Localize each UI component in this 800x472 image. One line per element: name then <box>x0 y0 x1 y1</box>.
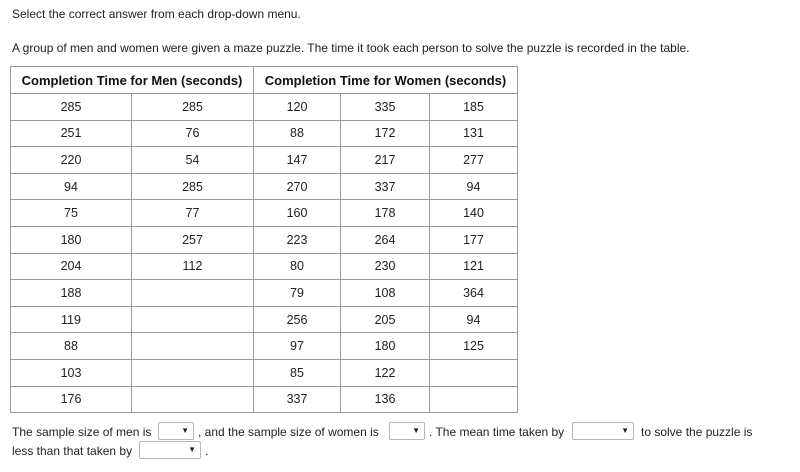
men-time-cell: 54 <box>132 147 254 174</box>
question-text-1: The sample size of men is <box>12 425 152 439</box>
men-time-cell <box>132 359 254 386</box>
men-time-cell: 119 <box>11 306 132 333</box>
question-text-5: less than that taken by <box>12 444 133 458</box>
table-row <box>11 200 518 227</box>
caret-down-icon: ▼ <box>188 445 196 454</box>
men-time-cell: 285 <box>132 173 254 200</box>
women-time-cell: 85 <box>254 359 341 386</box>
men-time-cell <box>132 280 254 307</box>
men-time-cell: 285 <box>132 94 254 121</box>
women-time-cell: 79 <box>254 280 341 307</box>
women-time-cell: 147 <box>254 147 341 174</box>
men-time-cell: 88 <box>11 333 132 360</box>
header-men: Completion Time for Men (seconds) <box>11 67 254 94</box>
women-sample-size-dropdown[interactable] <box>389 422 425 440</box>
women-time-cell: 131 <box>430 120 518 147</box>
comparison-difference-dropdown[interactable] <box>139 441 201 459</box>
men-time-cell: 76 <box>132 120 254 147</box>
men-time-cell: 180 <box>11 226 132 253</box>
men-time-cell: 94 <box>11 173 132 200</box>
men-time-cell: 285 <box>11 94 132 121</box>
men-time-cell <box>132 306 254 333</box>
women-time-cell: 108 <box>341 280 430 307</box>
table-row <box>11 306 518 333</box>
men-time-cell: 75 <box>11 200 132 227</box>
women-time-cell: 122 <box>341 359 430 386</box>
women-time-cell <box>430 359 518 386</box>
men-time-cell: 112 <box>132 253 254 280</box>
women-time-cell: 94 <box>430 173 518 200</box>
women-time-cell: 160 <box>254 200 341 227</box>
men-time-cell: 176 <box>11 386 132 413</box>
women-time-cell: 230 <box>341 253 430 280</box>
women-time-cell: 335 <box>341 94 430 121</box>
caret-down-icon: ▼ <box>412 426 420 435</box>
men-time-cell: 251 <box>11 120 132 147</box>
instruction-text: Select the correct answer from each drop-down menu. <box>12 7 301 21</box>
men-time-cell: 77 <box>132 200 254 227</box>
table-row <box>11 147 518 174</box>
women-time-cell: 364 <box>430 280 518 307</box>
table-row <box>11 253 518 280</box>
women-time-cell: 205 <box>341 306 430 333</box>
question-text-3: . The mean time taken by <box>429 425 565 439</box>
women-time-cell: 97 <box>254 333 341 360</box>
men-time-cell: 220 <box>11 147 132 174</box>
women-time-cell: 264 <box>341 226 430 253</box>
women-time-cell <box>430 386 518 413</box>
question-text-4: to solve the puzzle is <box>641 425 753 439</box>
women-time-cell: 140 <box>430 200 518 227</box>
women-time-cell: 178 <box>341 200 430 227</box>
men-time-cell: 257 <box>132 226 254 253</box>
question-text-6: . <box>205 444 209 458</box>
women-time-cell: 223 <box>254 226 341 253</box>
men-time-cell <box>132 386 254 413</box>
women-time-cell: 337 <box>254 386 341 413</box>
women-time-cell: 125 <box>430 333 518 360</box>
table-row <box>11 94 518 121</box>
women-time-cell: 177 <box>430 226 518 253</box>
women-time-cell: 80 <box>254 253 341 280</box>
problem-description: A group of men and women were given a maze puzzle. The time it took each person to solve the puzzle is recorded in the table. <box>12 41 690 55</box>
women-time-cell: 180 <box>341 333 430 360</box>
men-sample-size-dropdown[interactable] <box>158 422 194 440</box>
women-time-cell: 88 <box>254 120 341 147</box>
men-time-cell: 103 <box>11 359 132 386</box>
women-time-cell: 120 <box>254 94 341 121</box>
mean-group-dropdown[interactable] <box>572 422 634 440</box>
table-row <box>11 173 518 200</box>
men-time-cell: 188 <box>11 280 132 307</box>
table-row <box>11 120 518 147</box>
women-time-cell: 185 <box>430 94 518 121</box>
men-time-cell: 204 <box>11 253 132 280</box>
women-time-cell: 217 <box>341 147 430 174</box>
table-row <box>11 386 518 413</box>
header-women: Completion Time for Women (seconds) <box>254 67 518 94</box>
table-row <box>11 359 518 386</box>
table-header-row <box>11 67 518 94</box>
completion-time-table <box>10 66 518 413</box>
table-row <box>11 333 518 360</box>
question-text-2: , and the sample size of women is <box>198 425 379 439</box>
women-time-cell: 277 <box>430 147 518 174</box>
women-time-cell: 136 <box>341 386 430 413</box>
table-row <box>11 280 518 307</box>
women-time-cell: 172 <box>341 120 430 147</box>
women-time-cell: 94 <box>430 306 518 333</box>
women-time-cell: 337 <box>341 173 430 200</box>
men-time-cell <box>132 333 254 360</box>
caret-down-icon: ▼ <box>621 426 629 435</box>
women-time-cell: 256 <box>254 306 341 333</box>
women-time-cell: 121 <box>430 253 518 280</box>
table-row <box>11 226 518 253</box>
women-time-cell: 270 <box>254 173 341 200</box>
caret-down-icon: ▼ <box>181 426 189 435</box>
